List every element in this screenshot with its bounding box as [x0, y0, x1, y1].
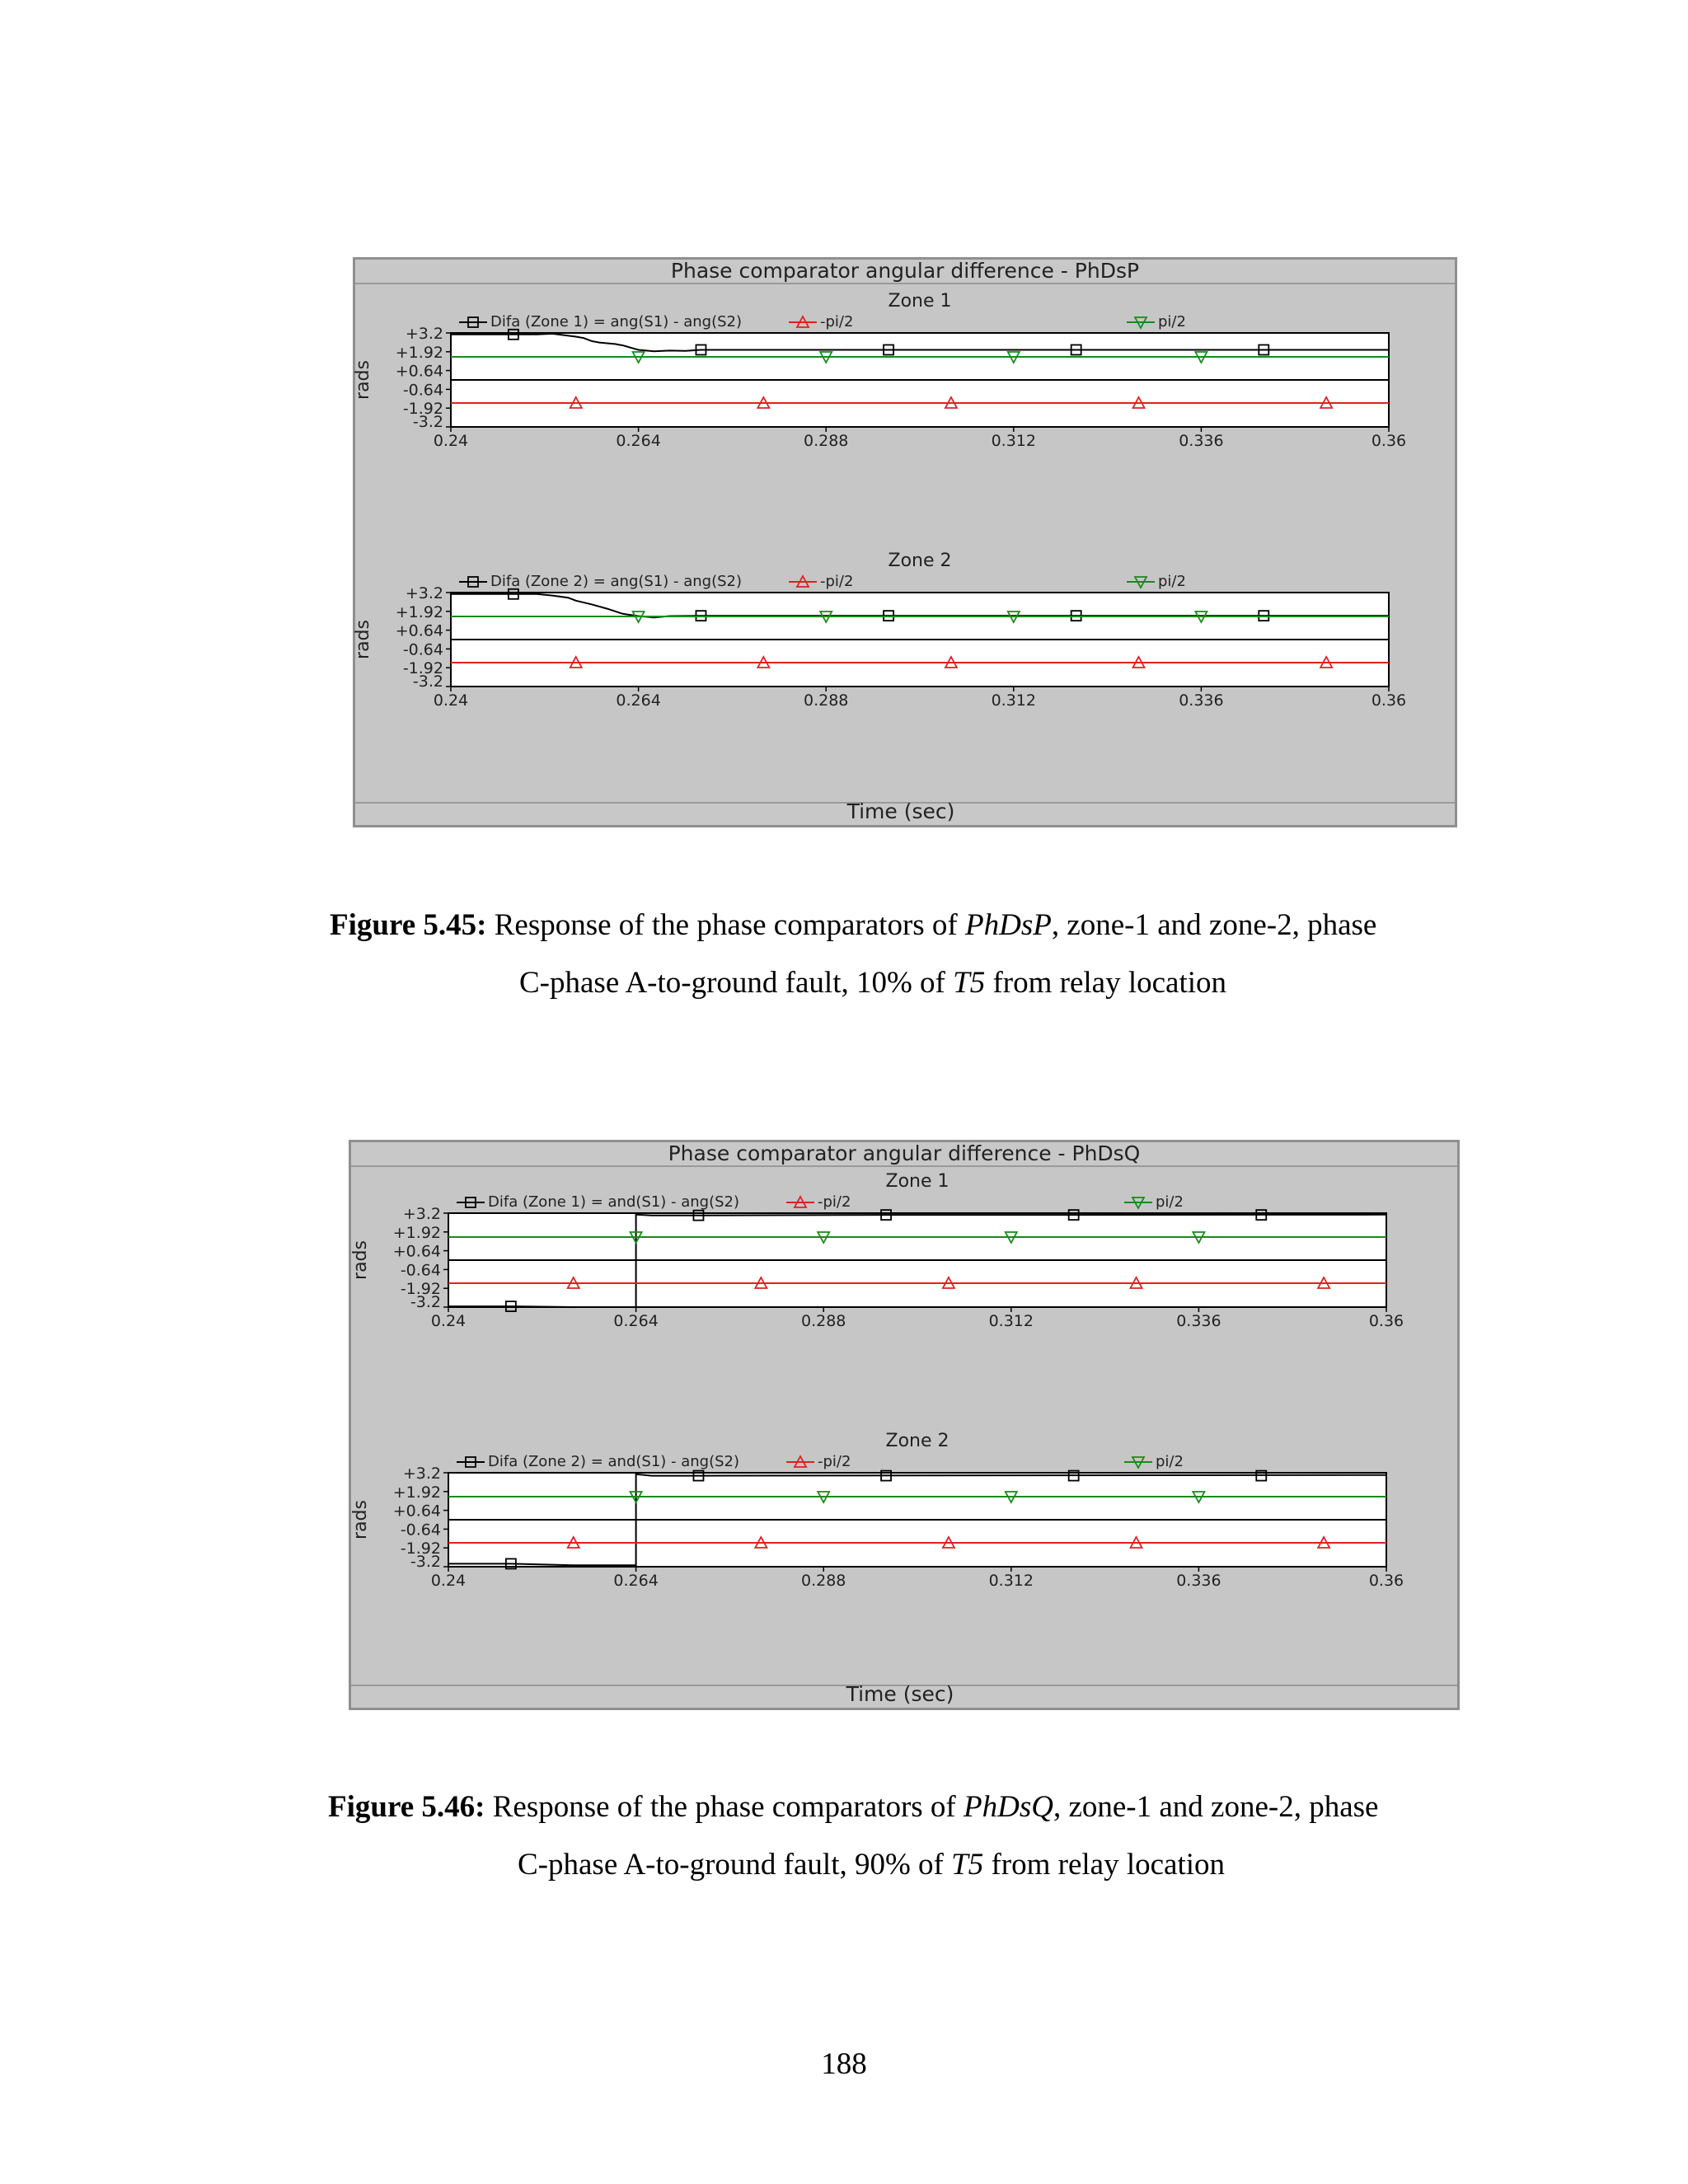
- y-tick-label: +1.92: [395, 602, 443, 621]
- y-tick-label: +3.2: [402, 1205, 441, 1223]
- y-tick-label: -1.92: [402, 400, 443, 419]
- caption-label: Figure 5.46:: [328, 1790, 485, 1824]
- x-axis-label: Time (sec): [846, 1682, 954, 1706]
- y-tick-label: -3.2: [412, 673, 443, 691]
- caption-text: from relay location: [985, 966, 1227, 1000]
- x-tick-label: 0.264: [616, 432, 661, 450]
- x-tick-label: 0.36: [1368, 1312, 1404, 1330]
- x-tick-label: 0.336: [1179, 432, 1224, 450]
- caption-text: Response of the phase comparators of: [485, 1790, 964, 1824]
- chart-title: Zone 2: [885, 1431, 950, 1451]
- y-tick-label: -1.92: [400, 1540, 441, 1558]
- caption-italic: T5: [953, 966, 986, 1000]
- legend-label: -pi/2: [820, 573, 854, 590]
- zone-chart: [350, 1171, 1404, 1330]
- x-axis-label: Time (sec): [846, 799, 955, 823]
- legend-label: Difa (Zone 1) = and(S1) - ang(S2): [488, 1193, 740, 1211]
- caption-text: C-phase A-to-ground fault, 10% of: [519, 966, 954, 1000]
- figure-5-45: [353, 257, 1457, 827]
- y-tick-label: -3.2: [412, 413, 443, 431]
- legend-label: pi/2: [1158, 313, 1186, 330]
- y-axis-label: rads: [353, 360, 373, 400]
- x-tick-label: 0.24: [430, 1312, 467, 1330]
- x-tick-label: 0.288: [800, 1312, 846, 1330]
- y-tick-label: -0.64: [402, 640, 443, 659]
- x-tick-label: 0.312: [988, 1312, 1034, 1330]
- legend-label: Difa (Zone 1) = ang(S1) - ang(S2): [490, 313, 743, 330]
- x-tick-label: 0.336: [1176, 1312, 1221, 1330]
- legend-label: pi/2: [1156, 1193, 1184, 1211]
- legend-label: -pi/2: [820, 313, 854, 330]
- legend-label: -pi/2: [818, 1453, 851, 1470]
- legend-label: pi/2: [1156, 1453, 1184, 1470]
- y-tick-label: +1.92: [392, 1223, 441, 1242]
- y-tick-label: +3.2: [405, 584, 443, 602]
- caption-text: Response of the phase comparators of: [486, 908, 965, 942]
- x-tick-label: 0.36: [1371, 432, 1407, 450]
- x-tick-label: 0.264: [613, 1572, 659, 1590]
- y-tick-label: +1.92: [392, 1483, 441, 1502]
- figure-plot-area: [355, 260, 1455, 825]
- y-axis-label: rads: [353, 620, 373, 659]
- y-tick-label: -3.2: [410, 1553, 441, 1571]
- legend-label: -pi/2: [818, 1193, 851, 1211]
- caption-text: , zone-1 and zone-2, phase: [1051, 908, 1377, 942]
- zone-chart: [350, 1431, 1404, 1590]
- y-tick-label: +3.2: [405, 325, 443, 343]
- figure-caption: [330, 897, 1500, 1012]
- x-tick-label: 0.264: [616, 691, 661, 710]
- legend-label: Difa (Zone 2) = ang(S1) - ang(S2): [490, 573, 743, 590]
- chart-title: Zone 1: [888, 291, 952, 312]
- figure-title: Phase comparator angular difference - PhDsP: [355, 260, 1455, 284]
- x-tick-label: 0.312: [991, 432, 1037, 450]
- y-tick-label: -0.64: [400, 1521, 441, 1540]
- caption-label: Figure 5.45:: [330, 908, 487, 942]
- x-tick-label: 0.288: [803, 432, 849, 450]
- y-axis-label: rads: [350, 1240, 371, 1280]
- x-tick-label: 0.288: [803, 691, 849, 710]
- zone-chart: [353, 551, 1406, 710]
- y-tick-label: +3.2: [402, 1465, 441, 1483]
- y-tick-label: +1.92: [395, 343, 443, 362]
- caption-italic: PhDsQ: [964, 1790, 1053, 1824]
- x-tick-label: 0.312: [991, 691, 1037, 710]
- caption-text: , zone-1 and zone-2, phase: [1053, 1790, 1379, 1824]
- y-tick-label: +0.64: [395, 621, 443, 640]
- x-tick-label: 0.336: [1176, 1572, 1221, 1590]
- y-tick-label: -0.64: [402, 381, 443, 400]
- x-tick-label: 0.36: [1368, 1572, 1404, 1590]
- y-tick-label: -3.2: [410, 1293, 441, 1311]
- legend-label: pi/2: [1158, 573, 1186, 590]
- y-tick-label: -1.92: [402, 659, 443, 678]
- x-tick-label: 0.36: [1371, 691, 1407, 710]
- x-tick-label: 0.24: [430, 1572, 467, 1590]
- x-tick-label: 0.312: [988, 1572, 1034, 1590]
- x-tick-label: 0.288: [800, 1572, 846, 1590]
- legend-label: Difa (Zone 2) = and(S1) - ang(S2): [488, 1453, 740, 1470]
- caption-italic: PhDsP: [965, 908, 1052, 942]
- x-tick-label: 0.24: [433, 691, 469, 710]
- y-tick-label: -0.64: [400, 1261, 441, 1280]
- caption-italic: T5: [951, 1848, 984, 1882]
- figure-plot-area: [351, 1142, 1457, 1708]
- caption-text: from relay location: [983, 1848, 1226, 1882]
- y-tick-label: +0.64: [392, 1242, 441, 1261]
- figure-5-46: [349, 1140, 1460, 1710]
- figure-title: Phase comparator angular difference - PhDsQ: [351, 1142, 1457, 1167]
- chart-title: Zone 2: [888, 551, 952, 571]
- x-tick-label: 0.264: [613, 1312, 659, 1330]
- y-axis-label: rads: [350, 1500, 371, 1540]
- page-number: 188: [821, 2047, 867, 2081]
- zone-chart: [353, 291, 1406, 450]
- chart-title: Zone 1: [885, 1171, 950, 1192]
- y-tick-label: -1.92: [400, 1280, 441, 1299]
- caption-text: C-phase A-to-ground fault, 90% of: [518, 1848, 952, 1882]
- figure-caption: [328, 1779, 1498, 1894]
- x-tick-label: 0.24: [433, 432, 469, 450]
- y-tick-label: +0.64: [395, 362, 443, 381]
- x-tick-label: 0.336: [1179, 691, 1224, 710]
- y-tick-label: +0.64: [392, 1502, 441, 1521]
